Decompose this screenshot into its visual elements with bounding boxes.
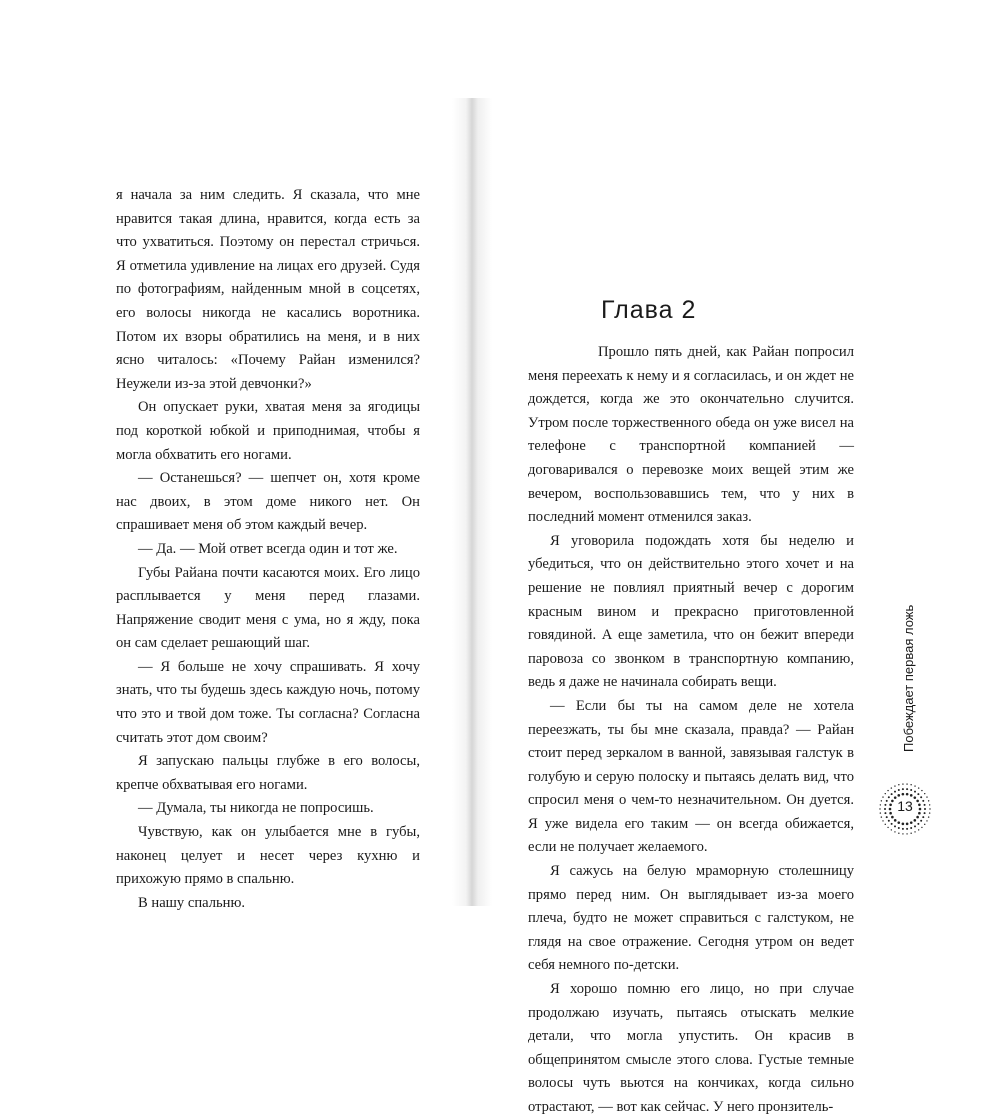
ring-dot [914, 831, 915, 832]
ring-dot [888, 820, 890, 822]
ring-dot [910, 789, 912, 791]
ring-dot [894, 831, 895, 832]
ring-dot [906, 833, 907, 834]
ring-dot [922, 816, 924, 818]
ring-dot [898, 827, 900, 829]
ring-dot [891, 793, 893, 795]
ring-dot [887, 790, 888, 791]
left-paragraph: В нашу спальню. [138, 894, 246, 911]
ring-dot [906, 793, 909, 796]
ring-dot [898, 784, 899, 785]
ring-dot [894, 791, 896, 793]
right-paragraph: Прошло пять дней, как Райан попросил меня переехать к нему и я согласилась, и он ждет не дождется, когда же это окончательно случится. Утром после торжественного обеда он уже висел на телефоне с транспортной компанией — договаривался о перевозке моих вещей этим же вечером, воспользовавшись тем, что у них в последний момент отменился заказ. [528, 344, 854, 526]
ring-dot [902, 783, 903, 784]
right-paragraph: Я уговорила подождать хотя бы неделю и убедиться, что он действительно этого хочет и на решение не повлиял приятный вечер с дорогим красным вином и прекрасно приготовленной говядиной. А еще заметила, что он бежит впереди паровоза со звонком в транспортную компанию, ведь я даже не начинала собирать вещи. [528, 532, 854, 691]
left-paragraph: Чувствую, как он улыбается мне в губы, наконец целует и несет через кухню и прихожую прямо в спальню. [116, 824, 420, 888]
ring-dot [921, 827, 922, 828]
right-paragraph: Я сажусь на белую мраморную столешницу прямо перед ним. Он выглядывает из-за моего плеча, будто не может справиться с галстуком, не глядя на свое отражение. Сегодня утром он ведет себя немного по-детски. [528, 863, 854, 974]
right-paragraph: — Если бы ты на самом деле не хотела переезжать, ты бы мне сказала, правда? — Райан стоит перед зеркалом в ванной, завязывая галстук в голубую и серую полоску и пытаясь делать вид, что спросил меня о чем-то незначительном. Он дуется. Я уже видела его таким — он всегда обижается, если не получает желаемого. [528, 697, 854, 856]
ring-dot [887, 827, 888, 828]
ring-dot [906, 788, 908, 790]
ring-dot [898, 833, 899, 834]
ring-dot [882, 820, 883, 821]
page-number: 13 [897, 798, 913, 814]
ring-dot [891, 829, 892, 830]
left-paragraph: Губы Райана почти касаются моих. Его лицо расплывается у меня перед глазами. Напряжение сводит меня с ума, но я жду, пока он сам сделает решающий шаг. [116, 564, 420, 652]
ring-dot [886, 816, 888, 818]
left-paragraph: — Я больше не хочу спрашивать. Я хочу знать, что ты будешь здесь каждую ночь, потому что это и твой дом тоже. Ты согласна? Согласна считать этот дом своим? [116, 658, 420, 746]
running-title: Побеждает первая ложь [901, 604, 916, 752]
left-paragraph: — Да. — Мой ответ всегда один и тот же. [138, 540, 398, 557]
ring-dot [885, 793, 886, 794]
ring-dot [894, 825, 896, 827]
right-page-text [528, 341, 854, 1120]
ring-dot [897, 794, 900, 797]
ring-dot [917, 823, 919, 825]
ring-dot [906, 823, 909, 826]
ring-dot [914, 825, 916, 827]
ring-dot [910, 794, 913, 797]
ring-dot [914, 785, 915, 786]
ring-dot [924, 793, 925, 794]
chapter-title: Глава 2 [601, 296, 697, 324]
left-paragraph: — Останешься? — шепчет он, хотя кроме нас двоих, в этом доме никого нет. Он спрашивает меня об этом каждый вечер. [116, 470, 420, 534]
ring-dot [910, 821, 913, 824]
left-paragraph: — Думала, ты никогда не попросишь. [138, 800, 374, 817]
ring-dot [902, 833, 903, 834]
ring-dot [902, 828, 904, 830]
ring-dot [902, 823, 905, 826]
ring-dot [924, 824, 925, 825]
ring-dot [921, 790, 922, 791]
page-number-badge [874, 778, 936, 840]
ring-dot [897, 821, 900, 824]
book-gutter [452, 98, 492, 906]
left-paragraph: Он опускает руки, хватая меня за ягодицы под короткой юбкой и приподнимая, чтобы я могла обхватить его ногами. [116, 399, 420, 463]
right-paragraph: Я хорошо помню его лицо, но при случае продолжаю изучать, пытаясь отыскать мелкие детали, что могла упустить. Он красив в общепринятом смысле этого слова. Густые темные волосы чуть вьются на кончиках, когда сильно отрастают, — вот как сейчас. У него пронзитель- [528, 981, 854, 1115]
ring-dot [918, 787, 919, 788]
left-paragraph: я начала за ним следить. Я сказала, что мне нравится такая длина, нравится, когда есть за что ухватиться. Поэтому он перестал стричься. Я отметила удивление на лицах его друзей. Судя по фотографиям, найденным мной в соцсетях, его волосы никогда не касались воротника. Потом их взоры обратились на меня, и в них ясно читалось: «Почему Райан изменился? Неужели из-за этой девчонки?» [116, 187, 420, 392]
ring-dot [910, 784, 911, 785]
ring-dot [891, 816, 894, 819]
left-page-text [116, 184, 420, 915]
ring-dot [885, 824, 886, 825]
ring-dot [906, 783, 907, 784]
ring-dot [891, 787, 892, 788]
ring-dot [918, 829, 919, 830]
ring-dot [914, 819, 917, 822]
ring-dot [906, 828, 908, 830]
ring-dot [881, 816, 882, 817]
left-paragraph: Я запускаю пальцы глубже в его волосы, крепче обхватывая его ногами. [116, 753, 420, 793]
ring-dot [894, 819, 897, 822]
ring-dot [894, 785, 895, 786]
ring-dot [902, 793, 905, 796]
ring-dot [914, 791, 916, 793]
ring-dot [916, 816, 919, 819]
ring-dot [891, 823, 893, 825]
ring-dot [920, 820, 922, 822]
ring-dot [910, 833, 911, 834]
ring-dot [902, 788, 904, 790]
ring-dot [928, 816, 929, 817]
ring-dot [910, 827, 912, 829]
ring-dot [917, 793, 919, 795]
ring-dot [926, 820, 927, 821]
ring-dot [898, 789, 900, 791]
